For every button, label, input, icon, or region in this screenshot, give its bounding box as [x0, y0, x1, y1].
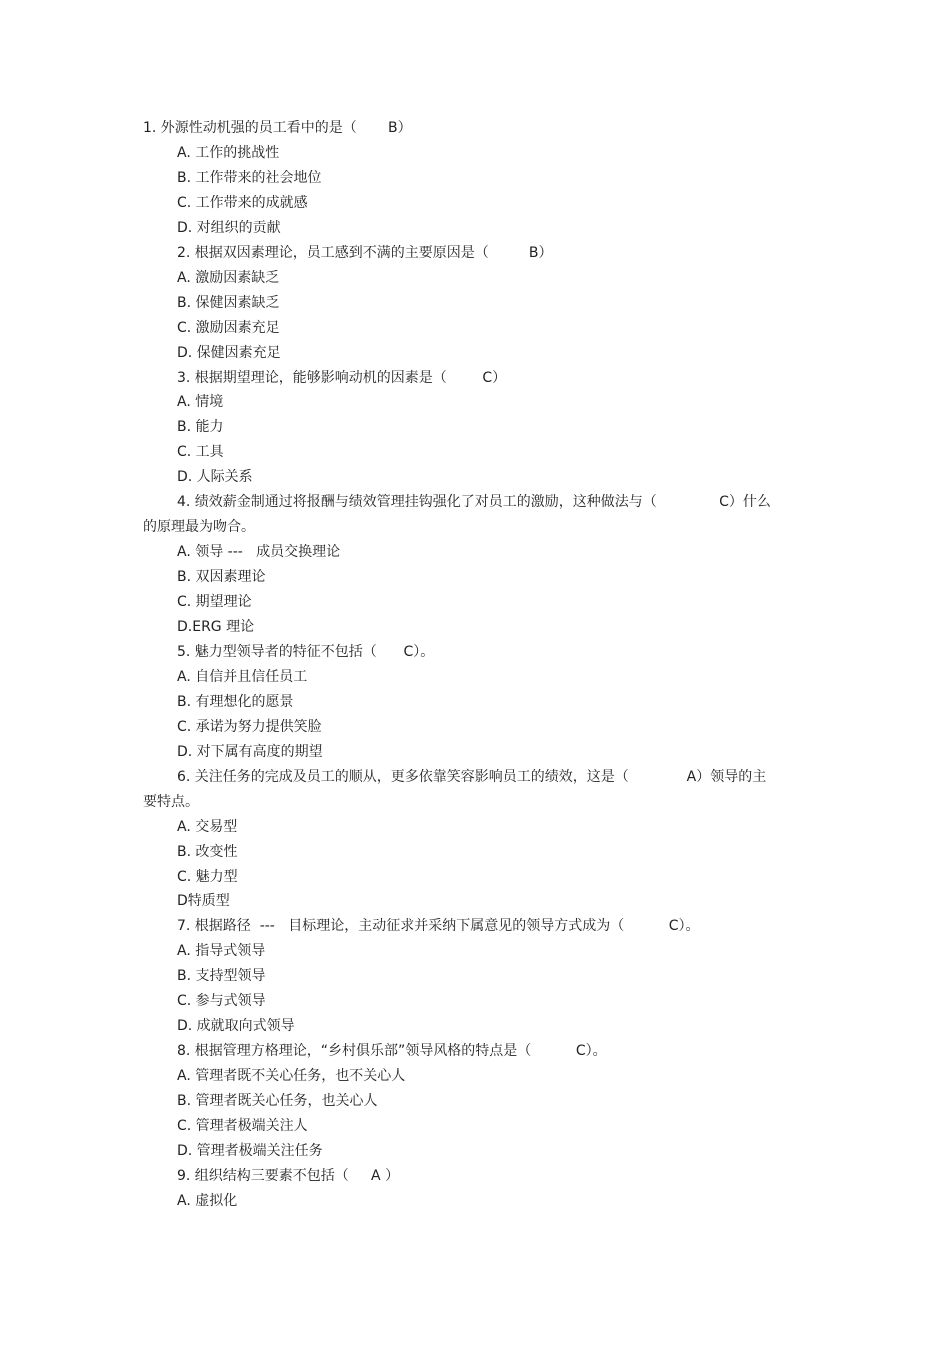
text-line: C. 管理者极端关注人: [177, 1118, 308, 1134]
text-line: B. 改变性: [177, 843, 238, 860]
text-line: C. 承诺为努力提供笑脸: [177, 718, 322, 735]
text-line: 6. 关注任务的完成及员工的顺从，更多依靠笑容影响员工的绩效，这是（ A）领导的主: [177, 768, 767, 785]
text-line: D. 管理者极端关注任务: [177, 1142, 323, 1159]
text-line: D.ERG 理论: [177, 619, 255, 635]
text-line: B. 管理者既关心任务，也关心人: [177, 1093, 378, 1110]
text-line: C. 魅力型: [177, 868, 238, 885]
text-line: 3. 根据期望理论，能够影响动机的因素是（ C）: [177, 369, 507, 386]
text-line: C. 激励因素充足: [177, 319, 280, 336]
text-line: B. 保健因素缺乏: [177, 294, 280, 311]
text-line: D. 人际关系: [177, 469, 253, 486]
text-line: A. 管理者既不关心任务，也不关心人: [177, 1068, 406, 1085]
text-line: A. 领导 --- 成员交换理论: [177, 544, 341, 561]
text-line: B. 工作带来的社会地位: [177, 169, 322, 186]
text-line: 4. 绩效薪金制通过将报酬与绩效管理挂钩强化了对员工的激励，这种做法与（ C）什么: [177, 494, 771, 511]
text-line: 9. 组织结构三要素不包括（ A ）: [177, 1167, 400, 1184]
text-line: A. 激励因素缺乏: [177, 269, 280, 286]
text-line: D. 对组织的贡献: [177, 219, 281, 236]
text-line: A. 工作的挑战性: [177, 144, 280, 161]
text-line: 1. 外源性动机强的员工看中的是（ B）: [143, 120, 412, 136]
text-line: A. 虚拟化: [177, 1192, 238, 1209]
text-line: 8. 根据管理方格理论，“乡村俱乐部”领导风格的特点是（ C）。: [177, 1043, 607, 1060]
text-line: A. 交易型: [177, 818, 238, 835]
text-line: C. 期望理论: [177, 594, 252, 611]
text-line: 5. 魅力型领导者的特征不包括（ C）。: [177, 643, 435, 660]
text-line: B. 能力: [177, 419, 224, 436]
text-line: 7. 根据路径 --- 目标理论，主动征求并采纳下属意见的领导方式成为（ C）。: [177, 918, 700, 935]
text-line: C. 工具: [177, 444, 224, 461]
text-line: A. 指导式领导: [177, 943, 266, 960]
text-line: 2. 根据双因素理论，员工感到不满的主要原因是（ B）: [177, 244, 553, 261]
text-line: 要特点。: [143, 793, 199, 810]
text-line: B. 有理想化的愿景: [177, 693, 294, 710]
text-line: C. 工作带来的成就感: [177, 194, 308, 211]
text-line: 的原理最为吻合。: [143, 519, 255, 536]
text-line: D. 对下属有高度的期望: [177, 743, 323, 760]
text-line: B. 双因素理论: [177, 569, 266, 586]
text-line: D. 成就取向式领导: [177, 1018, 295, 1035]
text-line: B. 支持型领导: [177, 968, 266, 985]
text-line: A. 自信并且信任员工: [177, 668, 308, 685]
text-line: A. 情境: [177, 394, 224, 411]
text-line: C. 参与式领导: [177, 993, 266, 1010]
text-line: D特质型: [177, 893, 230, 910]
text-line: D. 保健因素充足: [177, 344, 281, 361]
